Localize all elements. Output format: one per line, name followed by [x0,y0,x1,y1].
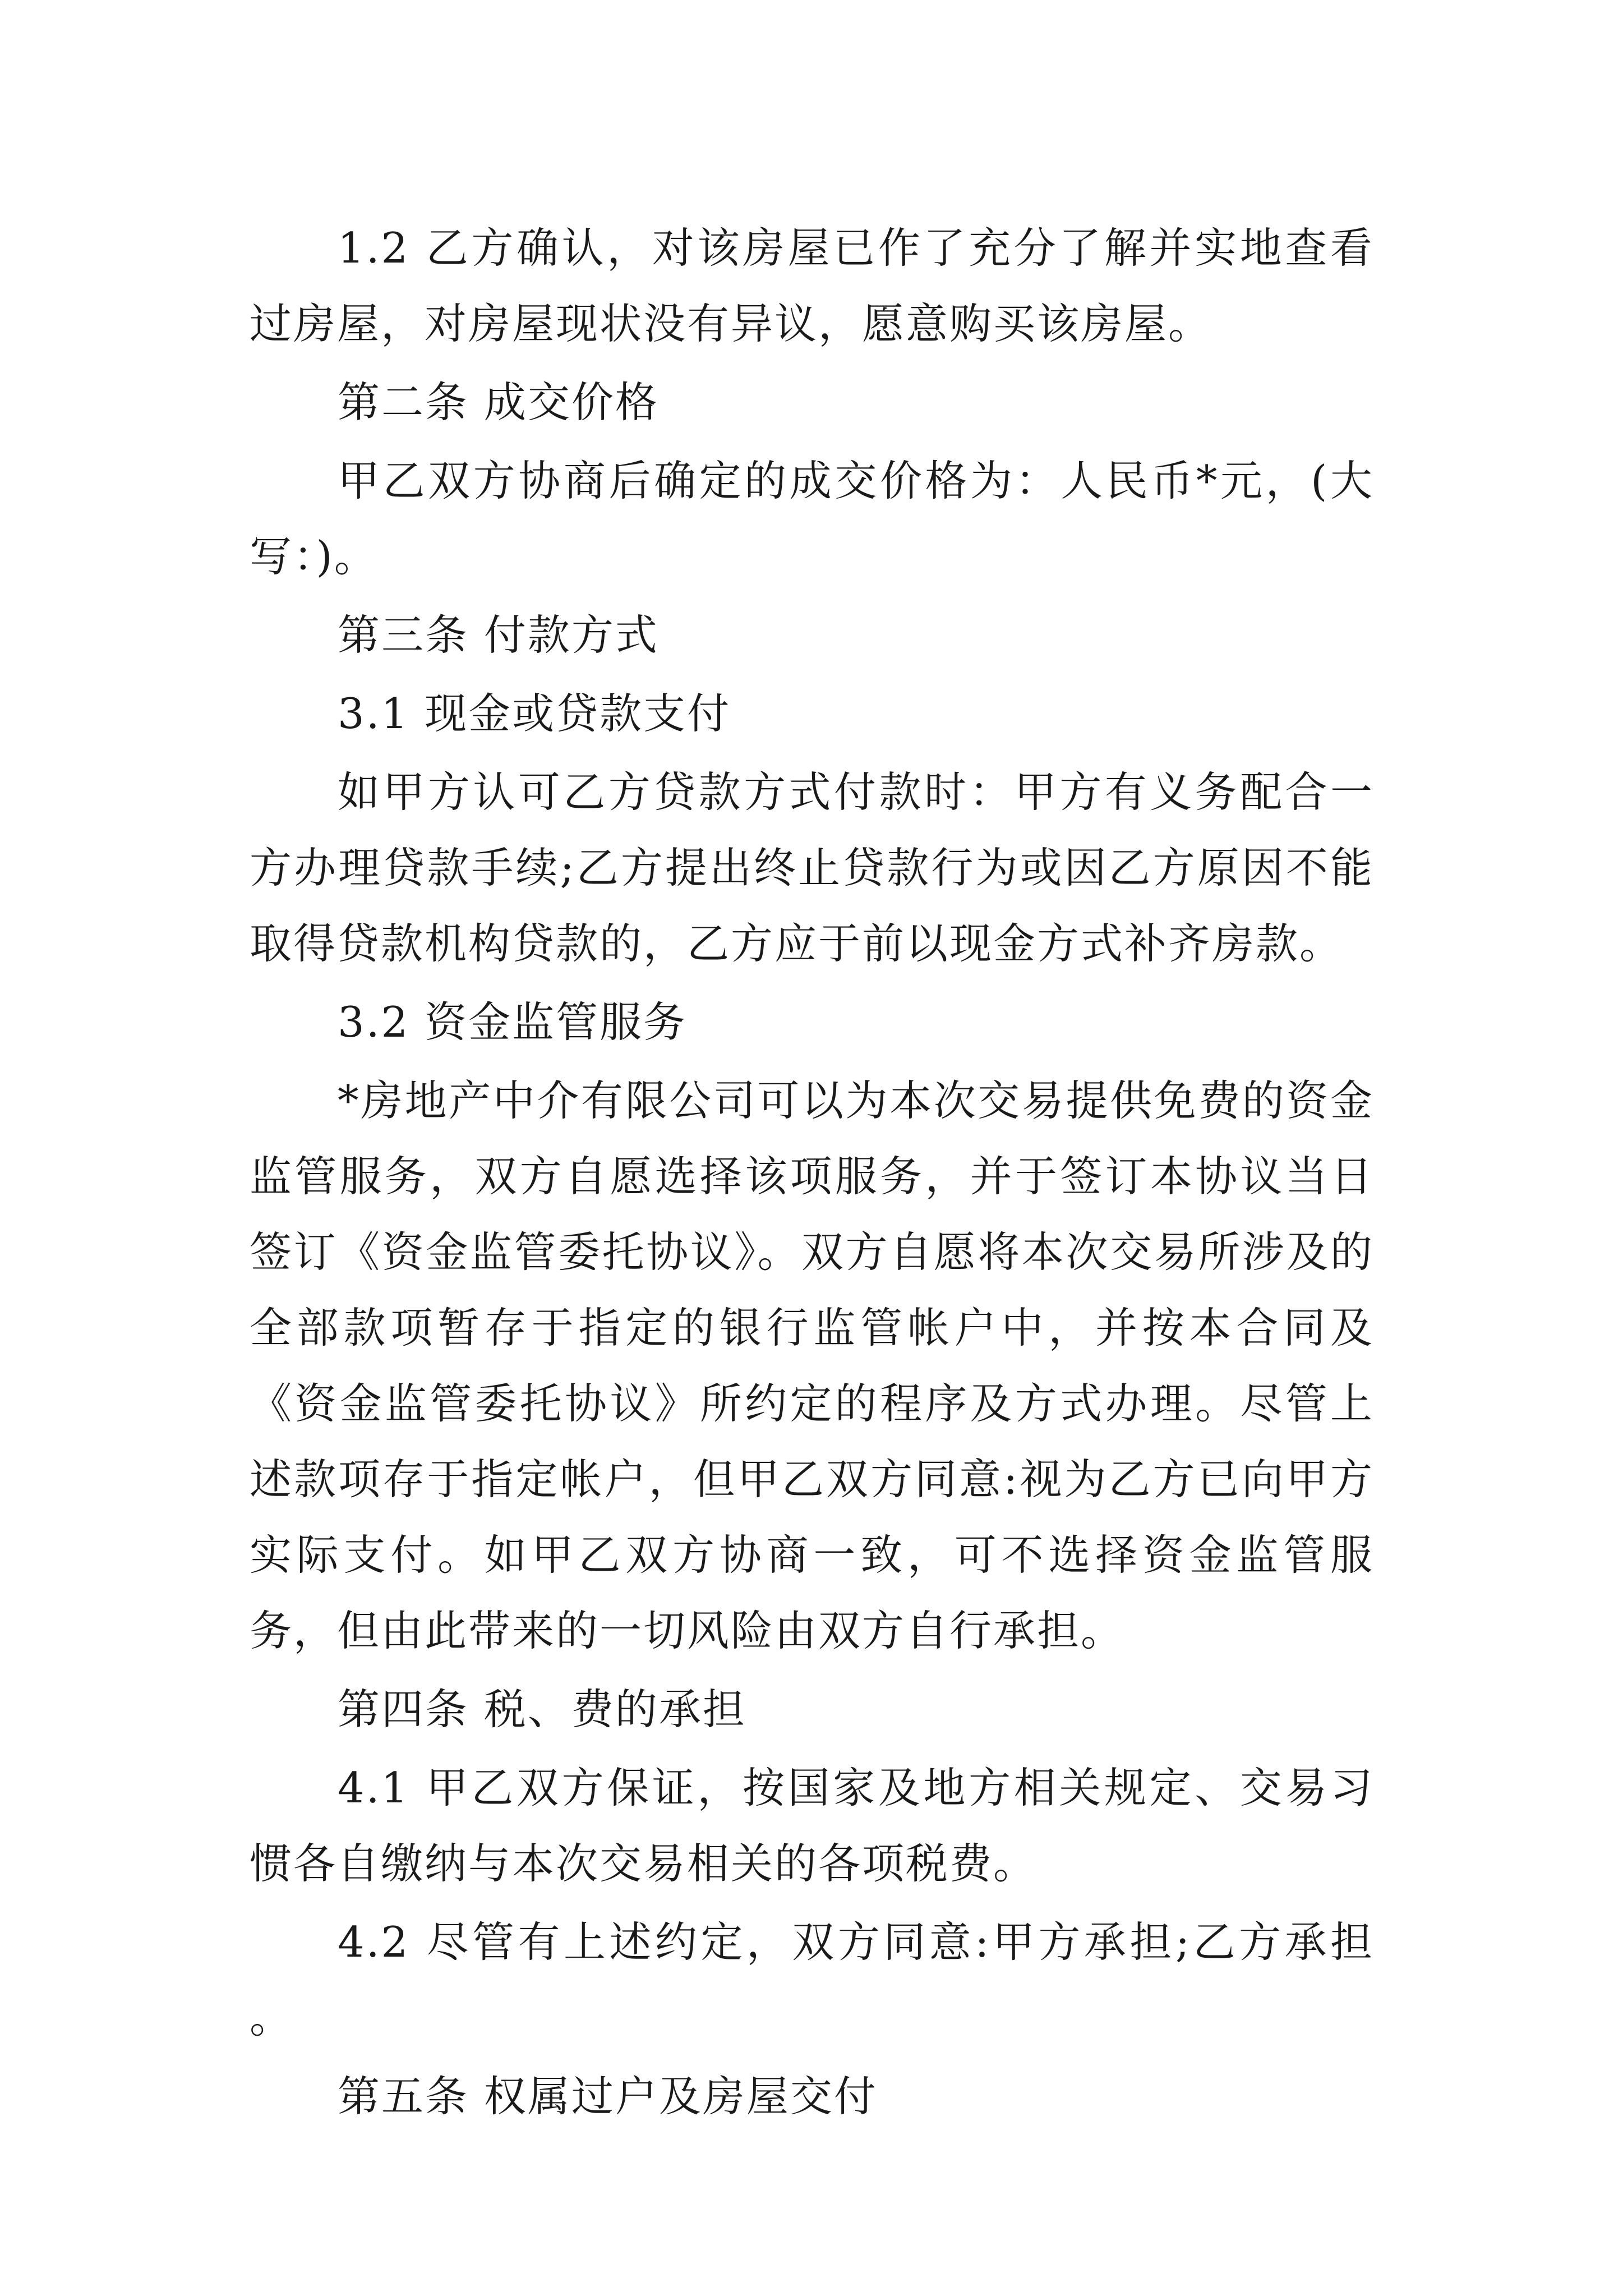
document-body [250,210,1374,2137]
article-5-heading: 第五条 权属过户及房屋交付 [338,2072,878,2121]
clause-1-2-paragraph: 1.2 乙方确认，对该房屋已作了充分了解并实地查看过房屋，对房屋现状没有异议，愿意购买该房屋。 [250,223,1374,348]
clause-4-1-paragraph: 4.1 甲乙双方保证，按国家及地方相关规定、交易习惯各自缴纳与本次交易相关的各项税费。 [250,1763,1374,1888]
clause-3-2-heading: 3.2 资金监管服务 [338,997,688,1047]
fund-supervision-paragraph: *房地产中介有限公司可以为本次交易提供免费的资金监管服务，双方自愿选择该项服务，并于签订本协议当日签订《资金监管委托协议》。双方自愿将本次交易所涉及的全部款项暂存于指定的银行监管帐户中，并按本合同及《资金监管委托协议》所约定的程序及方式办理。尽管上述款项存于指定帐户，但甲乙双方同意:视为乙方已向甲方实际支付。如甲乙双方协商一致，可不选择资金监管服务，但由此带来的一切风险由双方自行承担。 [250,1076,1374,1655]
clause-4-2-paragraph: 4.2 尽管有上述约定，双方同意:甲方承担;乙方承担 。 [250,1917,1374,2042]
article-4-heading: 第四条 税、费的承担 [338,1685,746,1734]
article-2-heading: 第二条 成交价格 [338,378,659,427]
clause-3-1-heading: 3.1 现金或贷款支付 [338,689,731,738]
loan-payment-paragraph: 如甲方认可乙方贷款方式付款时：甲方有义务配合一方办理贷款手续;乙方提出终止贷款行为或因乙方原因不能取得贷款机构贷款的，乙方应于前以现金方式补齐房款。 [250,767,1374,968]
price-paragraph: 甲乙双方协商后确定的成交价格为：人民币*元，(大写：)。 [250,456,1374,581]
article-3-heading: 第三条 付款方式 [338,610,659,660]
